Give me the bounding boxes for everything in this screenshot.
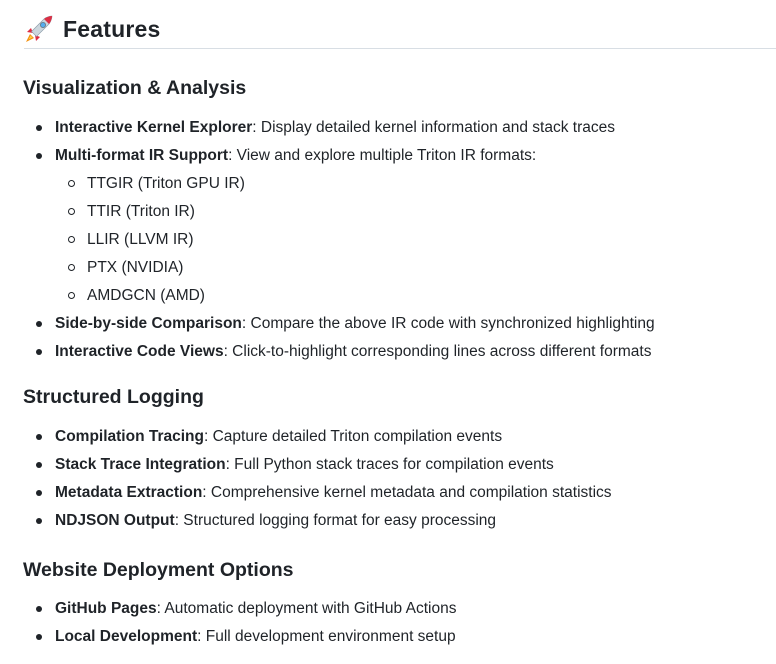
item-text: : Capture detailed Triton compilation events: [203, 428, 503, 445]
item-label: Side-by-side Comparison: [55, 315, 242, 332]
list-item: [0, 142, 776, 310]
sub-item-text: AMDGCN (AMD): [87, 287, 205, 304]
sub-list-item: [0, 254, 776, 282]
bullet-dot: [36, 321, 42, 327]
sub-list-item: [0, 198, 776, 226]
list-item: [0, 338, 776, 366]
section-title-deployment: Website Deployment Options: [23, 559, 294, 581]
item-text: : Structured logging format for easy processing: [174, 512, 497, 529]
item-label: Compilation Tracing: [55, 428, 204, 445]
item-label: GitHub Pages: [55, 600, 157, 617]
list-item: [0, 423, 776, 451]
item-text: : Full Python stack traces for compilation events: [225, 456, 554, 473]
sub-item-text: PTX (NVIDIA): [87, 259, 184, 276]
item-label: Local Development: [55, 628, 198, 645]
heading-divider: [24, 48, 776, 49]
bullet-circle: [68, 292, 75, 299]
bullet-circle: [68, 264, 75, 271]
sub-item-text: TTGIR (Triton GPU IR): [87, 175, 245, 192]
bullet-dot: [36, 634, 42, 640]
item-text: : Click-to-highlight corresponding lines across different formats: [223, 343, 652, 360]
deployment-list: [0, 595, 776, 651]
item-label: Stack Trace Integration: [55, 456, 226, 473]
list-item: [0, 310, 776, 338]
bullet-dot: [36, 349, 42, 355]
ir-formats-sublist: [0, 170, 776, 310]
list-item: [0, 595, 776, 623]
sub-list-item: [0, 226, 776, 254]
list-item: [0, 623, 776, 651]
bullet-dot: [36, 434, 42, 440]
bullet-dot: [36, 606, 42, 612]
item-text: : Comprehensive kernel metadata and compilation statistics: [202, 484, 612, 501]
section-title-visualization: Visualization & Analysis: [23, 77, 247, 99]
logging-list: [0, 423, 776, 535]
features-heading: [24, 10, 160, 48]
bullet-dot: [36, 462, 42, 468]
bullet-dot: [36, 518, 42, 524]
sub-item-text: TTIR (Triton IR): [87, 203, 195, 220]
item-text: : Automatic deployment with GitHub Actions: [156, 600, 457, 617]
sub-list-item: [0, 282, 776, 310]
item-label: Interactive Code Views: [55, 343, 224, 360]
list-item: [0, 114, 776, 142]
bullet-dot: [36, 490, 42, 496]
item-text: : View and explore multiple Triton IR formats:: [228, 147, 537, 164]
list-item: [0, 451, 776, 479]
item-text: : Compare the above IR code with synchronized highlighting: [241, 315, 655, 332]
bullet-circle: [68, 208, 75, 215]
sub-item-text: LLIR (LLVM IR): [87, 231, 194, 248]
sub-list-item: [0, 170, 776, 198]
item-label: Interactive Kernel Explorer: [55, 119, 253, 136]
list-item: [0, 479, 776, 507]
item-text: : Display detailed kernel information and stack traces: [252, 119, 615, 136]
rocket-icon: [24, 14, 54, 44]
bullet-circle: [68, 236, 75, 243]
page-title: Features: [63, 15, 161, 42]
bullet-dot: [36, 125, 42, 131]
bullet-circle: [68, 180, 75, 187]
item-label: NDJSON Output: [55, 512, 175, 529]
item-text: : Full development environment setup: [197, 628, 456, 645]
bullet-dot: [36, 153, 42, 159]
list-item: [0, 507, 776, 535]
visualization-list: [0, 114, 776, 366]
item-label: Metadata Extraction: [55, 484, 203, 501]
item-label: Multi-format IR Support: [55, 147, 229, 164]
section-title-structured-logging: Structured Logging: [23, 386, 204, 408]
